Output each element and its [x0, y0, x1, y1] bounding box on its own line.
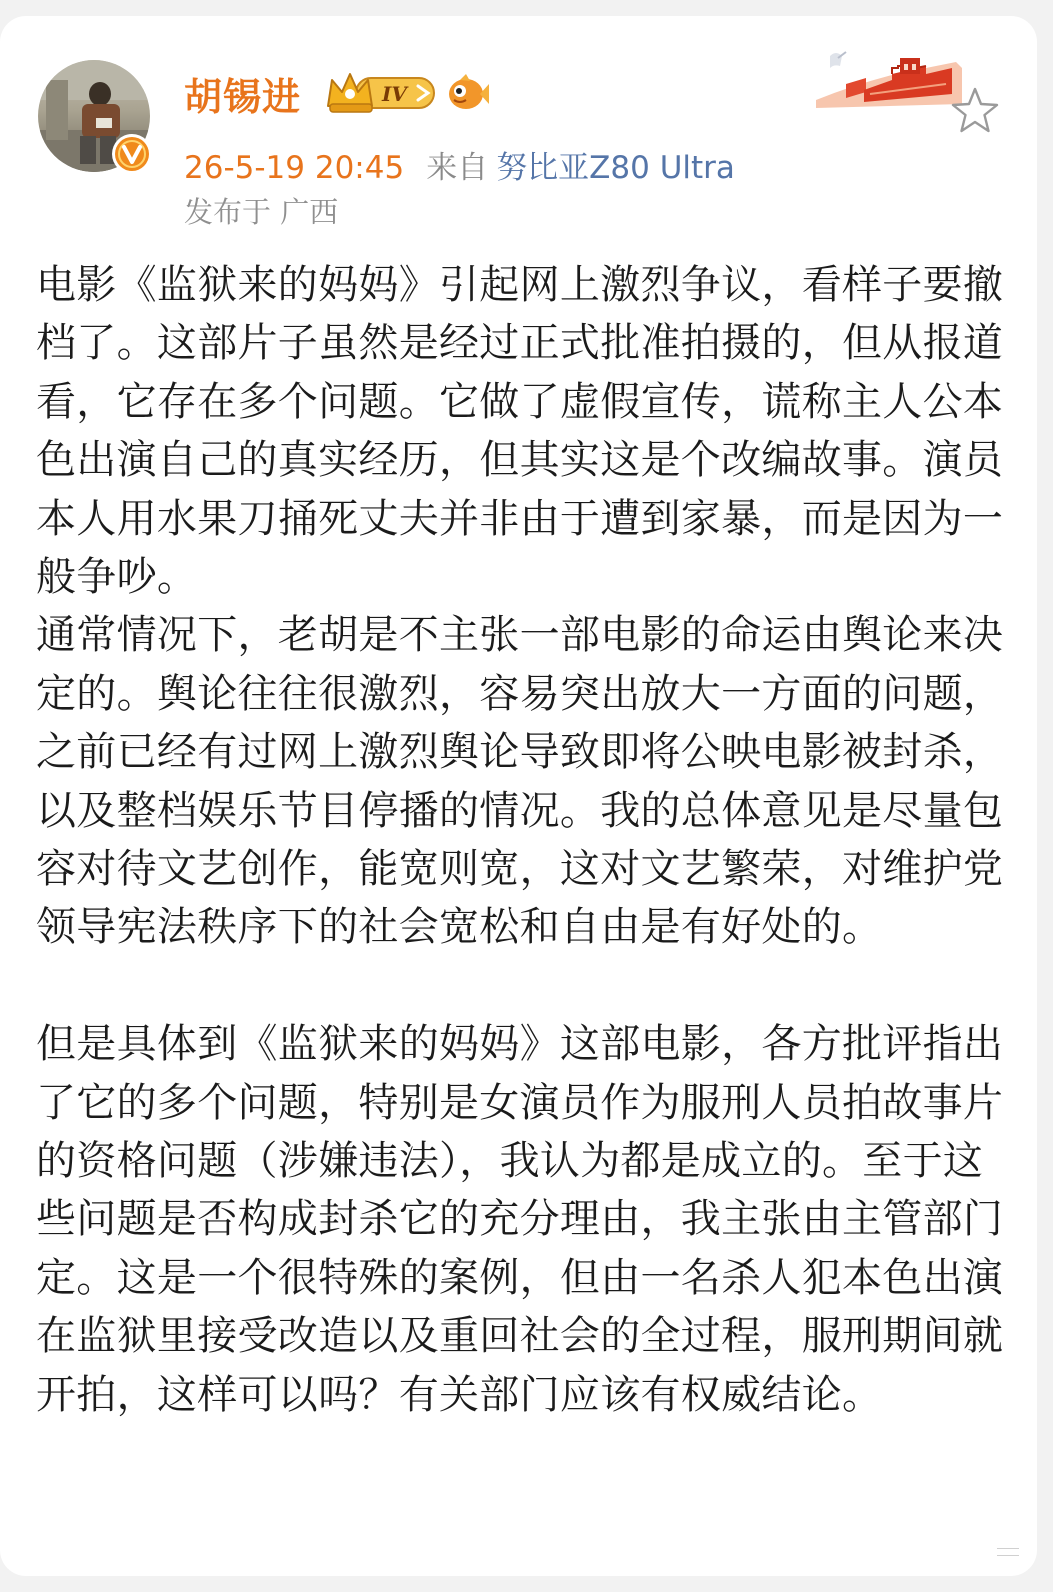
author-name[interactable]: 胡锡进 — [184, 75, 302, 119]
fish-fan-icon[interactable] — [446, 74, 490, 118]
post-timestamp[interactable]: 26-5-19 20:45 — [184, 150, 405, 186]
post-location: 发布于 广西 — [184, 195, 339, 229]
paragraph: 通常情况下，老胡是不主张一部电影的命运由舆论来决定的。舆论往往很激烈，容易突出放大一方面的问题，之前已经有过网上激烈舆论导致即将公映电影被封杀，以及整档娱乐节目停播的情况。我的总体意见是尽量包容对待文艺创作，能宽则宽，这对文艺繁荣，对维护党领导宪法秩序下的社会宽松和自由是有好处的。 — [36, 612, 1004, 951]
from-label: 来自 — [426, 150, 489, 186]
great-wall-icon — [816, 44, 964, 118]
vip-level: IV — [382, 82, 407, 106]
post-content — [36, 256, 1004, 1424]
paragraph: 电影《监狱来的妈妈》引起网上激烈争议，看样子要撤档了。这部片子虽然是经过正式批准拍摄的，但从报道看，它存在多个问题。它做了虚假宣传，谎称主人公本色出演自己的真实经历，但其实这是个改编故事。演员本人用水果刀捅死丈夫并非由于遭到家暴，而是因为一般争吵。 — [36, 262, 1004, 601]
scroll-indicator — [997, 1548, 1019, 1556]
paragraph: 但是具体到《监狱来的妈妈》这部电影，各方批评指出了它的多个问题，特别是女演员作为服刑人员拍故事片的资格问题（涉嫌违法），我认为都是成立的。至于这些问题是否构成封杀它的充分理由，我主张由主管部门定。这是一个很特殊的案例，但由一名杀人犯本色出演在监狱里接受改造以及重回社会的全过程，服刑期间就开拍，这样可以吗？有关部门应该有权威结论。 — [36, 1021, 1004, 1418]
device-link[interactable]: 努比亚Z80 Ultra — [496, 150, 735, 186]
weibo-post-card — [0, 16, 1037, 1576]
paragraph-gap — [36, 957, 1004, 1015]
star-icon[interactable] — [950, 86, 1000, 138]
crown-vip-icon[interactable] — [326, 66, 438, 122]
verified-v-icon — [112, 134, 152, 174]
post-meta — [184, 142, 735, 187]
